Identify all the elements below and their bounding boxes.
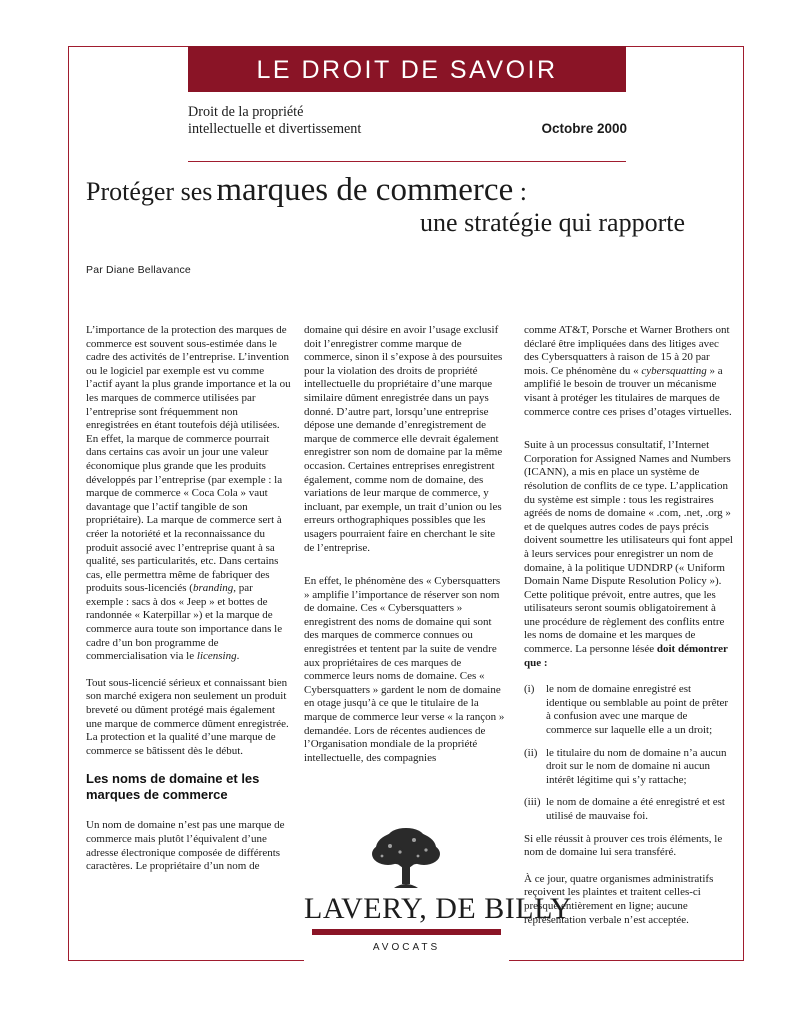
text: , par exemple : sacs à dos « Jeep » et bottes de randonnée « Katerpillar ») et la marque de commerce aura toute son importance dans le cadre d’un bon programme de commercialisation via le: [86, 582, 283, 663]
paragraph: Un nom de domaine n’est pas une marque de commerce mais plutôt l’équivalent d’une adresse électronique composée de différents caractères. Le propriétaire d’un nom de: [86, 819, 285, 873]
firm-logo: [304, 828, 573, 958]
column-2: [304, 324, 508, 778]
list-number: (i): [524, 683, 535, 696]
paragraph: En effet, le phénomène des « Cybersquatters » amplifie l’importance de réserver son nom de domaine. Ces « Cybersquatters » enregistrent des noms de domaine qui sont des marques de commerce connues ou enregistrées et tentent par la suite de vendre aux propriétaires de ces marques de commerce leurs noms de domaine. Ces « Cybersquatters » gardent le nom de domaine en otage jusqu’à ce que le titulaire de la marque de commerce leur verse « la rançon » demandée. Lors de récentes audiences de l’Organisation mondiale de la propriété intellectuelle, des compagnies: [304, 575, 505, 764]
subtitle-line-2: intellectuelle et divertissement: [188, 121, 362, 137]
title-colon: :: [513, 177, 527, 206]
conditions-list: [524, 683, 734, 823]
italic-term: branding: [192, 582, 234, 595]
header-divider: [188, 161, 626, 162]
list-item: [524, 747, 734, 788]
logo-subtitle: AVOCATS: [372, 942, 441, 953]
list-number: (iii): [524, 796, 541, 809]
byline: Par Diane Bellavance: [86, 264, 191, 276]
newsletter-banner: LE DROIT DE SAVOIR: [188, 46, 626, 92]
bold-text: doit démontrer que: [524, 643, 728, 669]
logo-rule: [312, 929, 501, 935]
text: .: [236, 650, 240, 663]
logo-wordmark: LAVERY, DE BILLY: [304, 892, 573, 925]
section-heading: Les noms de domaine et les marques de commerce: [86, 771, 260, 803]
subtitle-line-1: Droit de la propriété: [188, 104, 304, 120]
list-text: le nom de domaine a été enregistré et est utilisé de mauvaise foi.: [546, 796, 725, 822]
list-item: [524, 683, 734, 737]
column-3: [524, 324, 734, 940]
list-item: [524, 796, 734, 823]
text: L’importance de la protection des marques de commerce est souvent sous-estimée dans le cadre des activités de l’entreprise. L’invention ou le logiciel par exemple est vu comme l’actif ayant la plus grande importance et la ou les marques de commerce utilisées par l’entreprise sont fréquemment non enregistrées en étant toutefois déjà utilisées. En effet, la marque de commerce pourrait dans certains cas avoir un jour une valeur économique plus grande que les produits développés par l’entreprise (par exemple : la marque de commerce « Coca Cola » vaut davantage que l’actif tangible de son propriétaire). La marque de commerce sert à créer la notoriété et la reconnaissance du produit associé avec l’entreprise quant à sa qualité, ses particularités, etc. Dans certains cas, elle permettra même de fabriquer des produits sous-licenciés (: [86, 324, 291, 595]
paragraph: Si elle réussit à prouver ces trois éléments, le nom de domaine lui sera transféré.: [524, 832, 723, 859]
newsletter-subtitle: [188, 104, 361, 138]
list-text: le nom de domaine enregistré est identique ou semblable au point de prêter à confusion avec une marque de commerce sur laquelle elle a un droit;: [546, 683, 729, 737]
italic-term: cybersquatting: [641, 364, 707, 377]
list-text: le titulaire du nom de domaine n’a aucun droit sur le nom de domaine ni aucun intérêt légitime qui s’y rattache;: [546, 746, 727, 786]
title-part-1: Protéger ses: [86, 177, 213, 206]
paragraph: À ce jour, quatre organismes administratifs reçoivent les plaintes et traitent celles-ci presque entièrement en ligne; aucune représentation verbale n’est acceptée.: [524, 872, 714, 926]
issue-date: Octobre 2000: [541, 121, 627, 136]
italic-term: licensing: [196, 650, 237, 663]
paragraph: [86, 324, 292, 664]
paragraph: [524, 324, 734, 419]
text: comme AT&T, Porsche et Warner Brothers ont déclaré être impliquées dans des litiges avec des Cybersquatters à raison de 15 à 20 par mois. Ce phénomène du «: [524, 324, 730, 377]
list-number: (ii): [524, 746, 538, 759]
paragraph: Tout sous-licencié sérieux et connaissant bien son marché exigera non seulement un produit breveté ou dûment protégé mais également une marque de commerce dûment enregistrée. La protection et la qualité d’une marque de commerce se bâtissent dès le début.: [86, 676, 289, 757]
article-subtitle: une stratégie qui rapporte: [420, 208, 685, 237]
tree-icon: [370, 828, 442, 892]
text: » a amplifié le besoin de trouver un mécanisme visant à protéger les titulaires de marques de commerce contre ces prises d’otages virtuelles.: [524, 364, 732, 418]
title-part-2: marques de commerce: [216, 172, 514, 208]
column-1: [86, 324, 292, 887]
paragraph: domaine qui désire en avoir l’usage exclusif doit l’enregistrer comme marque de commerce, sinon il s’expose à des poursuites pour la violation des droits de propriété intellectuelle du propriétaire d’une marque similaire dûment enregistrée dans un pays donné. D’autre part, lorsqu’une entreprise dépose une demande d’enregistrement de marque de commerce elle devrait également enregistrer son nom de domaine par la même occasion. Certaines entreprises enregistrent également, comme nom de domaine, des variations de leur marque de commerce, y incluant, par exemple, un trait d’union ou les erreurs orthographiques possibles que les usagers pourraient faire en cherchant le site de l’entreprise.: [304, 324, 503, 554]
paragraph: [524, 439, 734, 670]
bold-text: :: [541, 656, 548, 669]
text: Suite à un processus consultatif, l’Internet Corporation for Assigned Names and Numbers (ICANN), a mis en place un système de résolution de conflits de ce type. L’application du système est simple : tous les registraires agréés de noms de domaine « .com, .net, .org » et de quelques autres codes de pays précis doivent soumettre les utilisateurs qui font appel à leurs services pour enregistrer un nom de domaine, à la politique UDNDRP (« Uniform Domain Name Dispute Resolution Policy »). Cette politique prévoit, entre autres, que les utilisateurs seront soumis obligatoirement à une procédure de règlement des conflits entre les noms de domaine et les marques de commerce. La personne lésée: [524, 439, 733, 656]
